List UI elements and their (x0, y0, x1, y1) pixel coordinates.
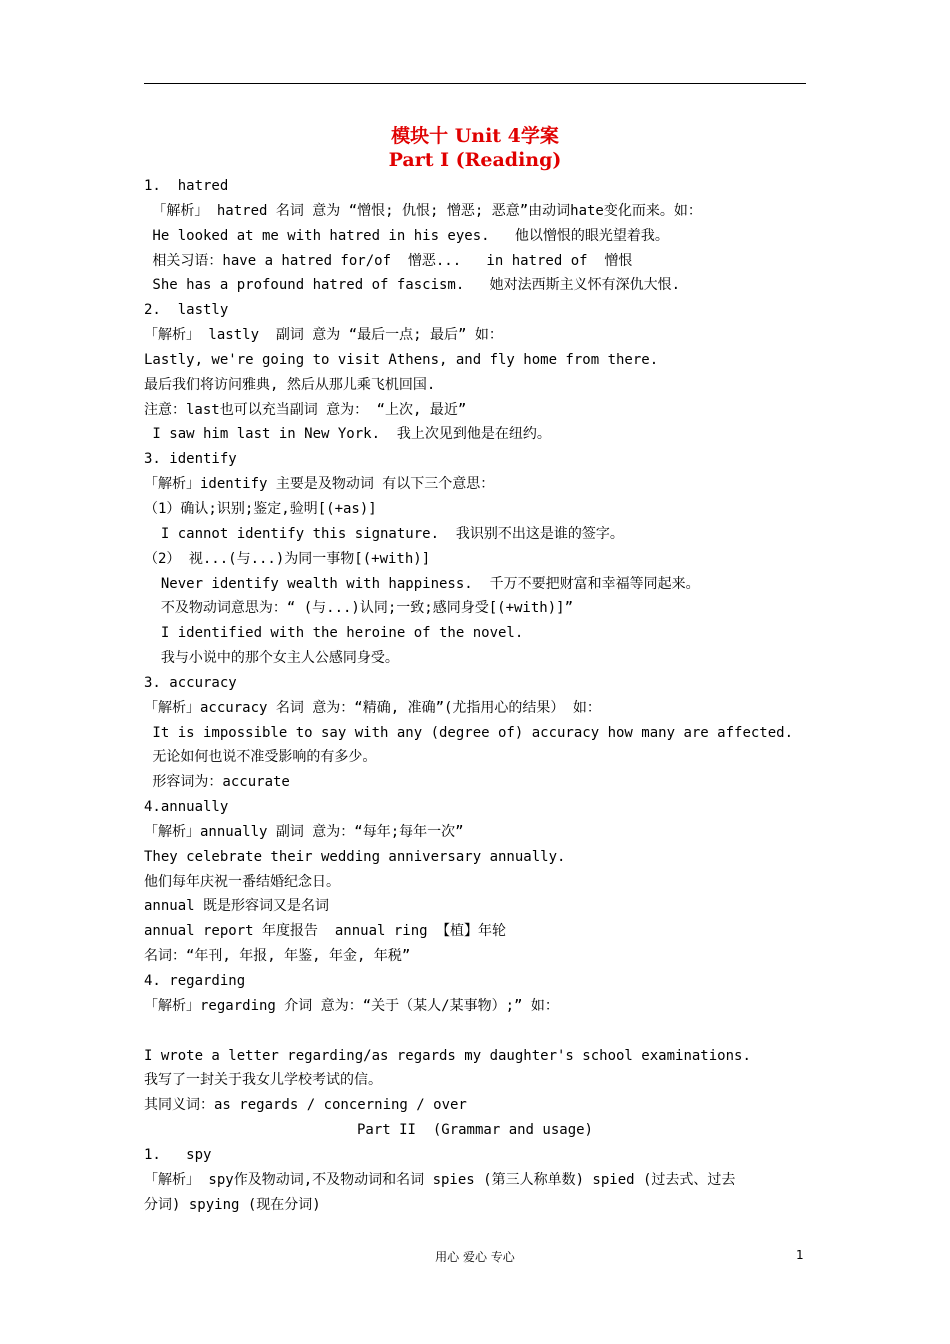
text-line: 形容词为：accurate (144, 774, 290, 791)
blank-line (144, 1019, 814, 1044)
text-line: 相关习语：have a hatred for/of 憎恶... in hatred of 憎恨 (144, 252, 633, 269)
text-line: annual report 年度报告 annual ring 【植】年轮 (144, 923, 507, 940)
text-line: 「解析」 spy作及物动词,不及物动词和名词 spies (第三人称单数) spied (过去式、过去 (144, 1171, 736, 1188)
page-footer: 用心 爱心 专心 (435, 1250, 515, 1264)
text-line: 1. spy (144, 1146, 212, 1163)
text-line: 1. hatred (144, 178, 229, 194)
text-line: I cannot identify this signature. 我识别不出这是谁的签字。 (144, 525, 624, 542)
text-line: 我写了一封关于我女儿学校考试的信。 (144, 1072, 382, 1089)
page-number: 1 (796, 1248, 804, 1262)
text-line: I saw him last in New York. 我上次见到他是在纽约。 (144, 426, 551, 443)
text-line: （1）确认;识别;鉴定,验明[(+as)] (144, 500, 377, 517)
text-line: 4.annually (144, 799, 229, 816)
text-line: It is impossible to say with any (degree of) accuracy how many are affected. (144, 724, 794, 741)
text-line: 他们每年庆祝一番结婚纪念日。 (144, 873, 340, 890)
text-line: I identified with the heroine of the novel. (144, 625, 524, 642)
document-body (144, 174, 814, 1217)
text-line: 2. lastly (144, 302, 229, 319)
text-line: annual 既是形容词又是名词 (144, 898, 330, 915)
text-line: 「解析」identify 主要是及物动词 有以下三个意思： (144, 476, 495, 493)
text-line: I wrote a letter regarding/as regards my daughter's school examinations. (144, 1047, 751, 1064)
document-title: 模块十 Unit 4学案 (391, 125, 559, 147)
text-line: 其同义词：as regards / concerning / over (144, 1097, 467, 1114)
section-heading: Part II (Grammar and usage) (356, 1122, 593, 1139)
text-line: 4. regarding (144, 973, 246, 989)
text-line: 「解析」 lastly 副词 意为 “最后一点; 最后” 如： (144, 327, 503, 344)
text-line: 「解析」regarding 介词 意为：“关于（某人/某事物）;” 如： (144, 997, 559, 1014)
text-line: She has a profound hatred of fascism. 她对法西斯主义怀有深仇大恨. (144, 277, 681, 294)
text-line: 分词) spying (现在分词) (144, 1196, 321, 1213)
header-rule (144, 83, 806, 84)
text-line: 不及物动词意思为：“ (与...)认同;一致;感同身受[(+with)]” (144, 600, 574, 617)
text-line: 名词：“年刊, 年报, 年鉴, 年金, 年税” (144, 948, 411, 965)
text-line: 我与小说中的那个女主人公感同身受。 (144, 650, 399, 667)
document-subtitle: Part I (Reading) (388, 149, 562, 171)
text-line: （2） 视...(与...)为同一事物[(+with)] (144, 550, 431, 567)
text-line: 「解析」 hatred 名词 意为 “憎恨; 仇恨; 憎恶; 恶意”由动词hate变化而来。如： (144, 202, 702, 219)
text-line: 3. accuracy (144, 674, 237, 691)
text-line: 「解析」accuracy 名词 意为：“精确, 准确”(尤指用心的结果） 如： (144, 699, 601, 716)
text-line: Never identify wealth with happiness. 千万不要把财富和幸福等同起来。 (144, 575, 700, 592)
text-line: 3. identify (144, 451, 237, 468)
text-line: He looked at me with hatred in his eyes. 他以憎恨的眼光望着我。 (144, 227, 669, 244)
text-line: 最后我们将访问雅典, 然后从那儿乘飞机回国. (144, 376, 436, 393)
text-line: 注意：last也可以充当副词 意为： “上次, 最近” (144, 401, 467, 418)
text-line: Lastly, we're going to visit Athens, and fly home from there. (144, 351, 659, 368)
text-line: 无论如何也说不准受影响的有多少。 (144, 749, 377, 766)
text-line: They celebrate their wedding anniversary annually. (144, 848, 566, 865)
text-line: 「解析」annually 副词 意为：“每年;每年一次” (144, 823, 464, 840)
